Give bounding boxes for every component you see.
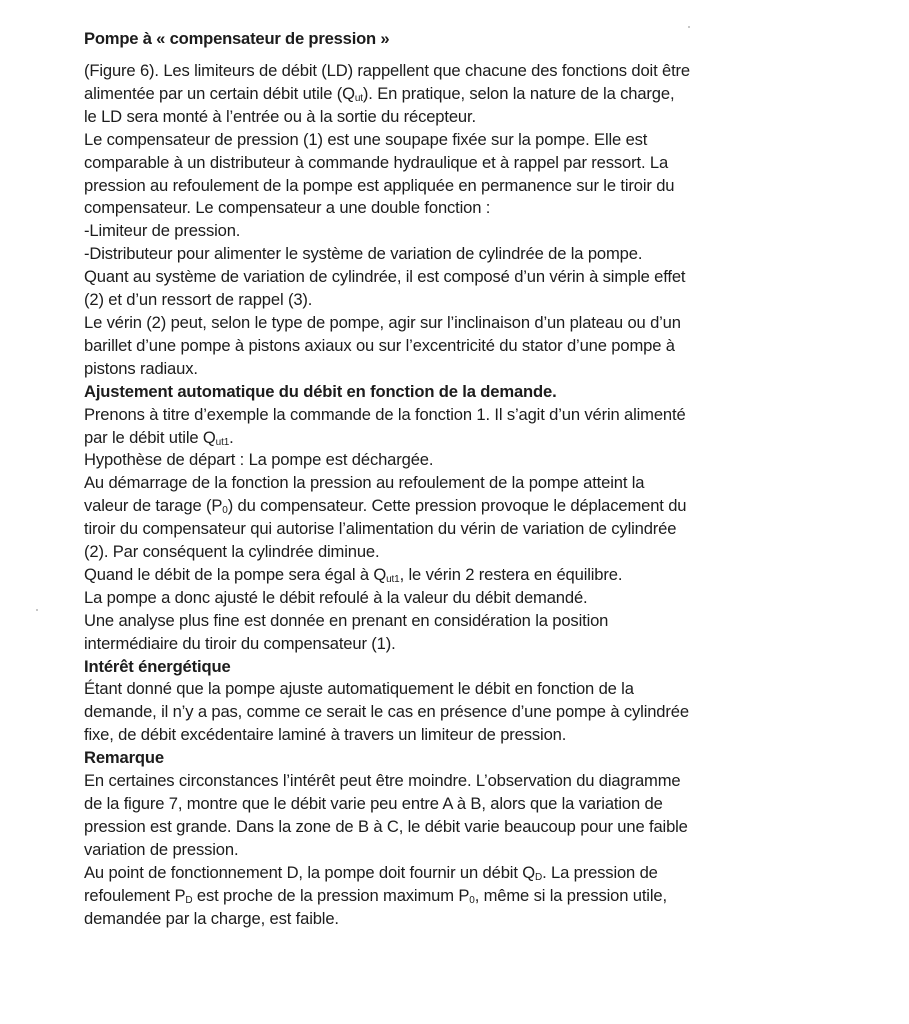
text-line: Prenons à titre d’exemple la commande de la fonction 1. Il s’agit d’un vérin alimenté — [84, 404, 686, 424]
text-line: demandée par la charge, est faible. — [84, 908, 339, 928]
text-line — [84, 862, 814, 885]
text-line: barillet d’une pompe à pistons axiaux ou sur l’excentricité du stator d’une pompe à — [84, 335, 675, 355]
subscript: D — [185, 894, 193, 906]
text-line: -Limiteur de pression. — [84, 221, 241, 241]
text-run: par le débit utile Q — [84, 427, 216, 447]
text-line: La pompe a donc ajusté le débit refoulé à la valeur du débit demandé. — [84, 587, 588, 607]
text-line: Hypothèse de départ : La pompe est déchargée. — [84, 450, 434, 470]
text-line: tiroir du compensateur qui autorise l’alimentation du vérin de variation de cylindrée — [84, 519, 677, 539]
paragraph — [84, 678, 814, 747]
text-run: est proche de la pression maximum P — [192, 885, 470, 905]
text-line: Quant au système de variation de cylindrée, il est composé d’un vérin à simple effet — [84, 267, 686, 287]
text-line: pression au refoulement de la pompe est appliquée en permanence sur le tiroir du — [84, 175, 675, 195]
text-line: le LD sera monté à l’entrée ou à la sortie du récepteur. — [84, 106, 476, 126]
text-line: Étant donné que la pompe ajuste automatiquement le débit en fonction de la — [84, 679, 634, 699]
scan-speck — [688, 26, 690, 28]
subscript: ut1 — [386, 573, 400, 585]
text-line — [84, 564, 814, 587]
text-run: ). En pratique, selon la nature de la charge, — [362, 83, 675, 103]
section-heading: Intérêt énergétique — [84, 656, 231, 676]
text-run: valeur de tarage (P — [84, 496, 223, 516]
text-run: , le vérin 2 restera en équilibre. — [399, 564, 623, 584]
text-line: de la figure 7, montre que le débit varie peu entre A à B, alors que la variation de — [84, 794, 663, 813]
text-line — [84, 427, 814, 450]
subscript: ut1 — [215, 436, 230, 448]
text-line: intermédiaire du tiroir du compensateur (1). — [84, 633, 396, 653]
subscript: ut — [354, 92, 363, 104]
text-run: alimentée par un certain débit utile (Q — [84, 83, 355, 103]
document-title: Pompe à « compensateur de pression » — [84, 29, 390, 48]
paragraph — [84, 770, 814, 930]
document-body — [84, 60, 814, 930]
text-run: ) du compensateur. Cette pression provoque le déplacement du — [227, 496, 687, 516]
paragraph — [84, 60, 814, 381]
text-line: Une analyse plus fine est donnée en prenant en considération la position — [84, 610, 609, 630]
text-run: , même si la pression utile, — [474, 885, 667, 905]
text-line: comparable à un distributeur à commande hydraulique et à rappel par ressort. La — [84, 152, 669, 172]
subscript: D — [535, 871, 543, 883]
text-run: . — [229, 427, 234, 447]
text-line: (2). Par conséquent la cylindrée diminue. — [84, 542, 380, 562]
text-line: (Figure 6). Les limiteurs de débit (LD) rappellent que chacune des fonctions doit être — [84, 61, 691, 80]
text-line: -Distributeur pour alimenter le système de variation de cylindrée de la pompe. — [84, 244, 643, 264]
text-line: demande, il n’y a pas, comme ce serait le cas en présence d’une pompe à cylindrée — [84, 702, 689, 722]
text-line: En certaines circonstances l’intérêt peut être moindre. L’observation du diagramme — [84, 771, 681, 791]
text-line: compensateur. Le compensateur a une double fonction : — [84, 198, 491, 218]
paragraph — [84, 404, 814, 656]
text-run: Au point de fonctionnement D, la pompe doit fournir un débit Q — [84, 862, 535, 882]
text-run: refoulement P — [84, 885, 186, 905]
text-line: pistons radiaux. — [84, 358, 198, 378]
text-run: . La pression de — [542, 862, 658, 882]
subscript: 0 — [469, 894, 475, 906]
text-line: Le compensateur de pression (1) est une soupape fixée sur la pompe. Elle est — [84, 129, 648, 149]
subscript: 0 — [222, 505, 228, 517]
scan-speck — [36, 609, 38, 611]
text-line: Le vérin (2) peut, selon le type de pompe, agir sur l’inclinaison d’un plateau ou d’un — [84, 312, 681, 332]
text-line — [84, 83, 814, 106]
text-line: fixe, de débit excédentaire laminé à travers un limiteur de pression. — [84, 725, 567, 745]
section-heading: Ajustement automatique du débit en fonction de la demande. — [84, 381, 557, 401]
section-heading: Remarque — [84, 748, 164, 768]
text-line — [84, 885, 814, 908]
text-line: Au démarrage de la fonction la pression au refoulement de la pompe atteint la — [84, 473, 645, 493]
text-run: Quand le débit de la pompe sera égal à Q — [84, 564, 387, 584]
text-line: variation de pression. — [84, 839, 239, 859]
document-page — [84, 28, 814, 930]
text-line: (2) et d’un ressort de rappel (3). — [84, 290, 313, 310]
text-line — [84, 495, 814, 518]
text-line: pression est grande. Dans la zone de B à C, le débit varie beaucoup pour une faible — [84, 816, 688, 836]
